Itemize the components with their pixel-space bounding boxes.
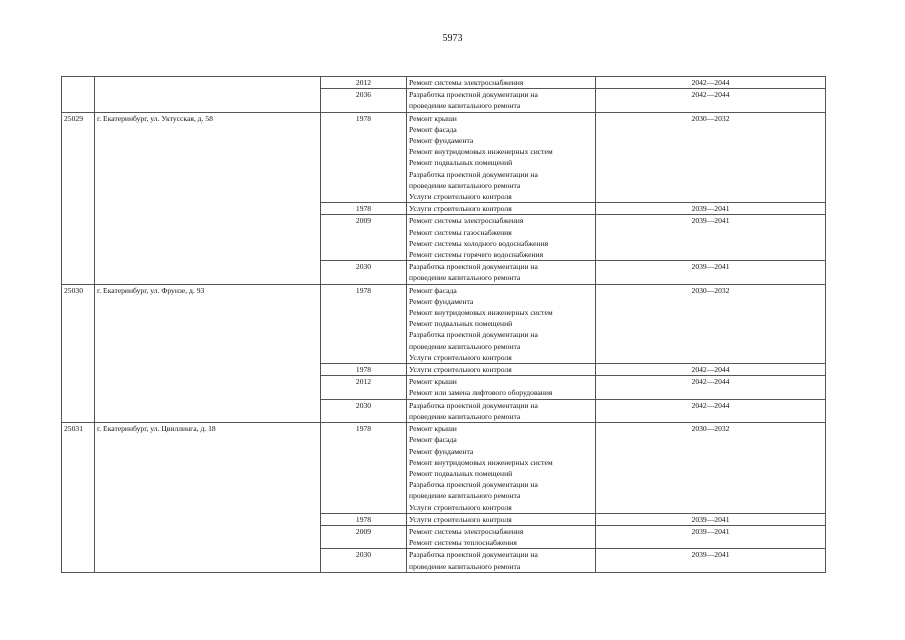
year-cell: 1978 — [321, 203, 407, 215]
work-item: Разработка проектной документации на — [409, 90, 538, 100]
works-cell — [407, 549, 596, 572]
work-item: проведение капитального ремонта — [409, 273, 521, 283]
period-cell: 2042—2044 — [596, 399, 826, 422]
work-item: Услуги строительного контроля — [409, 365, 512, 375]
address-cell: г. Екатеринбург, ул. Уктусская, д. 58 — [95, 112, 321, 284]
period-cell: 2030—2032 — [596, 423, 826, 514]
work-item: Разработка проектной документации на — [409, 480, 538, 490]
address-cell: г. Екатеринбург, ул. Цвиллинга, д. 18 — [95, 423, 321, 573]
work-item: Ремонт системы электроснабжения — [409, 216, 524, 226]
capital-repair-table — [61, 76, 826, 573]
work-item: Ремонт крыши — [409, 424, 457, 434]
works-cell — [407, 112, 596, 203]
house-number-cell: 25031 — [62, 423, 95, 573]
work-item: Ремонт внутридомовых инженерных систем — [409, 308, 553, 318]
work-item: Ремонт подвальных помещений — [409, 319, 513, 329]
work-item: Услуги строительного контроля — [409, 204, 512, 214]
work-item: Ремонт фасада — [409, 285, 457, 295]
work-item: Ремонт фасада — [409, 435, 457, 445]
year-cell: 1978 — [321, 112, 407, 203]
year-cell: 2030 — [321, 261, 407, 284]
works-cell — [407, 77, 596, 89]
work-item: Ремонт системы холодного водоснабжения — [409, 238, 549, 248]
house-number-cell: 25029 — [62, 112, 95, 284]
works-cell — [407, 525, 596, 548]
period-cell: 2030—2032 — [596, 112, 826, 203]
work-item: проведение капитального ремонта — [409, 341, 521, 351]
work-item: Ремонт или замена лифтового оборудования — [409, 388, 553, 398]
period-cell: 2042—2044 — [596, 376, 826, 399]
year-cell: 2030 — [321, 549, 407, 572]
year-cell: 1978 — [321, 364, 407, 376]
work-item: Ремонт крыши — [409, 377, 457, 387]
work-item: Ремонт фасада — [409, 124, 457, 134]
table-row — [62, 423, 826, 514]
table-row — [62, 77, 826, 89]
work-item: Ремонт подвальных помещений — [409, 158, 513, 168]
work-item: Ремонт внутридомовых инженерных систем — [409, 457, 553, 467]
year-cell: 2009 — [321, 215, 407, 261]
work-item: Разработка проектной документации на — [409, 330, 538, 340]
page-number: 5973 — [442, 33, 463, 44]
work-item: проведение капитального ремонта — [409, 411, 521, 421]
year-cell: 2036 — [321, 89, 407, 112]
year-cell: 2012 — [321, 77, 407, 89]
work-item: Услуги строительного контроля — [409, 514, 512, 524]
work-item: Разработка проектной документации на — [409, 400, 538, 410]
year-cell: 2012 — [321, 376, 407, 399]
house-number-cell: 25030 — [62, 284, 95, 422]
period-cell: 2039—2041 — [596, 525, 826, 548]
period-cell: 2030—2032 — [596, 284, 826, 363]
work-item: Ремонт фундамента — [409, 296, 474, 306]
period-cell: 2039—2041 — [596, 513, 826, 525]
work-item: проведение капитального ремонта — [409, 491, 521, 501]
work-item: Услуги строительного контроля — [409, 192, 512, 202]
work-item: Ремонт системы электроснабжения — [409, 78, 524, 87]
work-item: Разработка проектной документации на — [409, 169, 538, 179]
period-cell: 2039—2041 — [596, 261, 826, 284]
address-cell — [95, 77, 321, 113]
work-item: Разработка проектной документации на — [409, 262, 538, 272]
year-cell: 1978 — [321, 423, 407, 514]
works-cell — [407, 364, 596, 376]
work-item: Ремонт подвальных помещений — [409, 468, 513, 478]
year-cell: 1978 — [321, 513, 407, 525]
work-item: проведение капитального ремонта — [409, 561, 521, 571]
work-item: проведение капитального ремонта — [409, 180, 521, 190]
table-row — [62, 284, 826, 363]
year-cell: 2009 — [321, 525, 407, 548]
works-cell — [407, 261, 596, 284]
period-cell: 2042—2044 — [596, 77, 826, 89]
period-cell: 2042—2044 — [596, 89, 826, 112]
works-cell — [407, 399, 596, 422]
work-item: Ремонт системы теплоснабжения — [409, 538, 517, 548]
period-cell: 2042—2044 — [596, 364, 826, 376]
address-cell: г. Екатеринбург, ул. Фрунзе, д. 93 — [95, 284, 321, 422]
year-cell: 1978 — [321, 284, 407, 363]
work-item: Ремонт крыши — [409, 113, 457, 123]
work-item: Услуги строительного контроля — [409, 502, 512, 512]
table-body — [62, 77, 826, 573]
work-item: Ремонт фундамента — [409, 136, 474, 146]
work-item: Ремонт внутридомовых инженерных систем — [409, 147, 553, 157]
table-row — [62, 112, 826, 203]
works-cell — [407, 423, 596, 514]
period-cell: 2039—2041 — [596, 203, 826, 215]
works-cell — [407, 89, 596, 112]
year-cell: 2030 — [321, 399, 407, 422]
work-item: Разработка проектной документации на — [409, 550, 538, 560]
period-cell: 2039—2041 — [596, 215, 826, 261]
house-number-cell — [62, 77, 95, 113]
work-item: Ремонт системы горячего водоснабжения — [409, 250, 544, 260]
works-cell — [407, 376, 596, 399]
work-item: проведение капитального ремонта — [409, 101, 521, 111]
period-cell: 2039—2041 — [596, 549, 826, 572]
works-cell — [407, 284, 596, 363]
work-item: Ремонт системы газоснабжения — [409, 227, 512, 237]
work-item: Ремонт системы электроснабжения — [409, 526, 524, 536]
work-item: Ремонт фундамента — [409, 446, 474, 456]
works-cell — [407, 203, 596, 215]
works-cell — [407, 215, 596, 261]
works-cell — [407, 513, 596, 525]
work-item: Услуги строительного контроля — [409, 352, 512, 362]
